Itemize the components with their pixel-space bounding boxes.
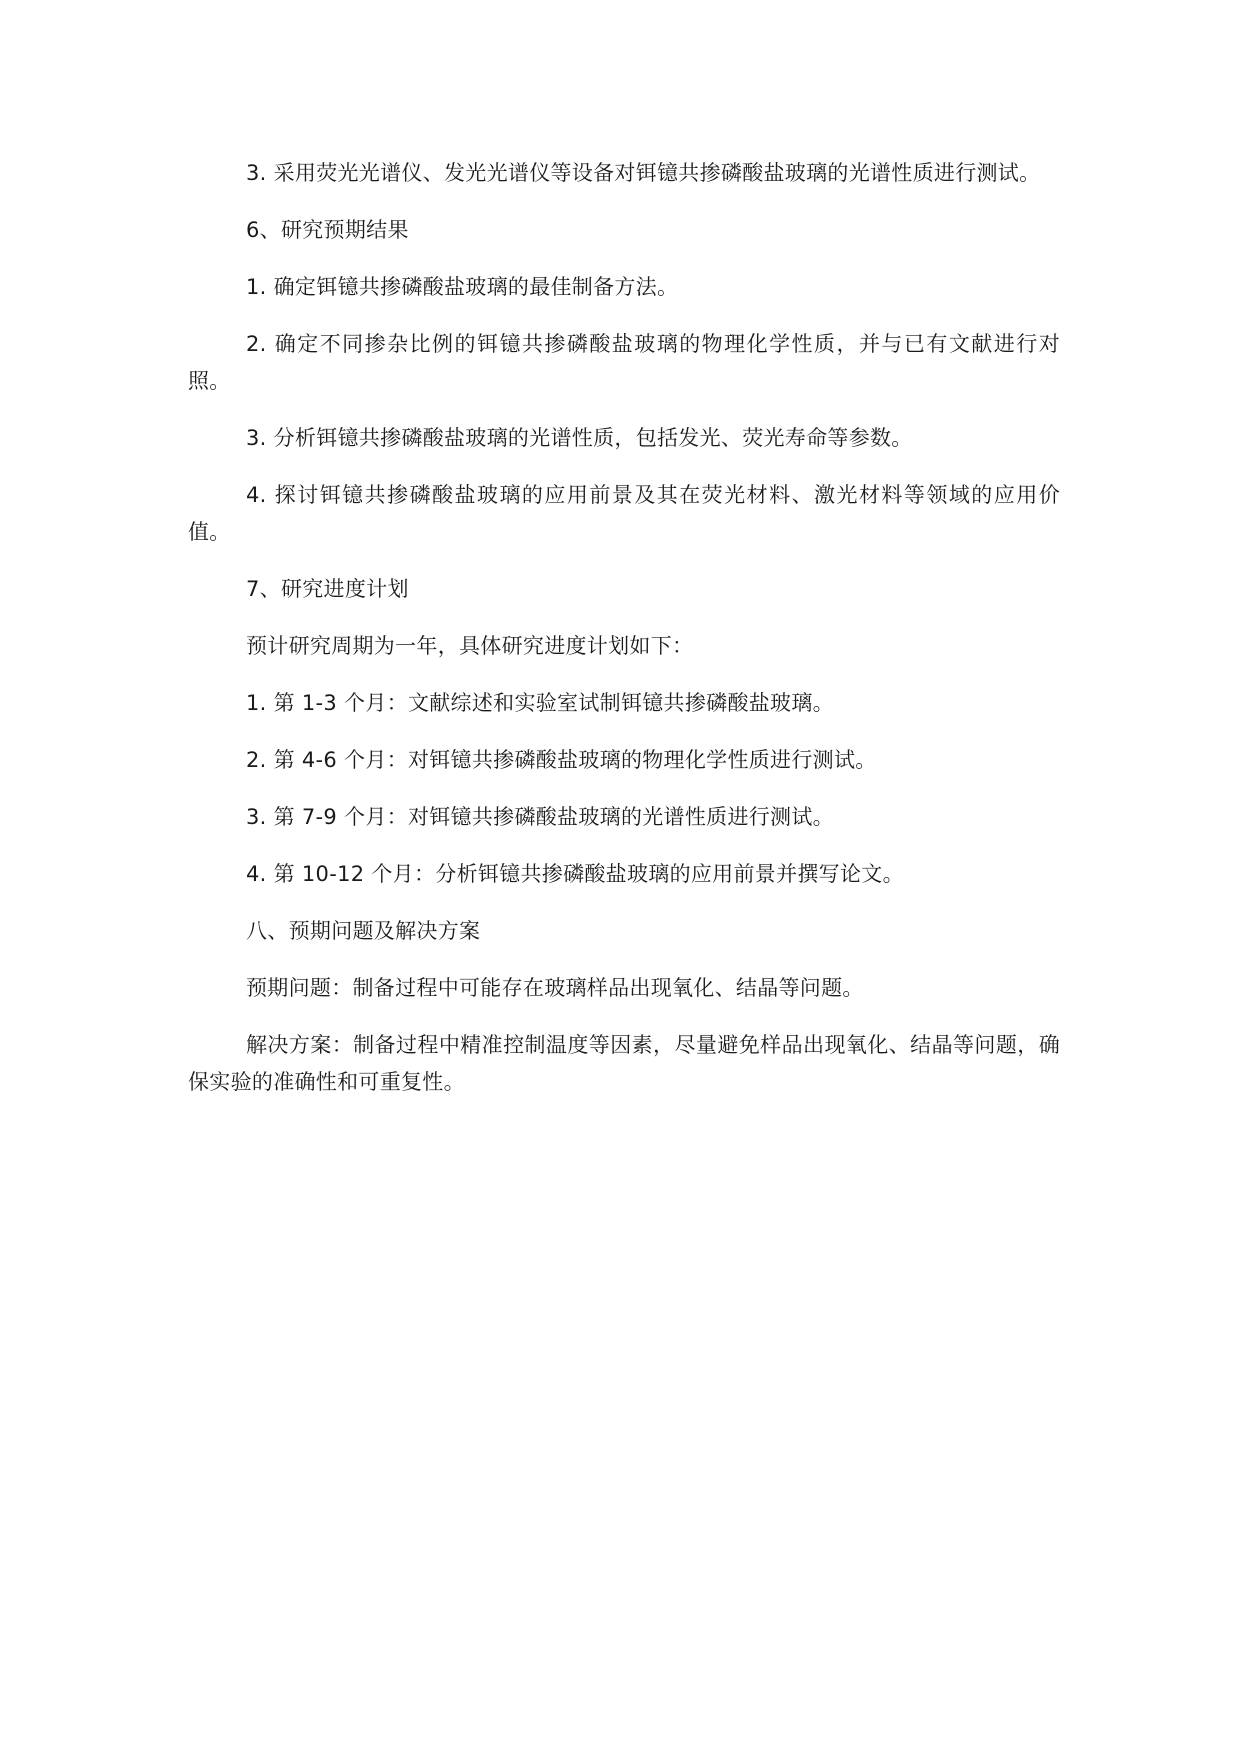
paragraph-schedule-1: 1. 第 1-3 个月：文献综述和实验室试制铒镱共掺磷酸盐玻璃。 [246,691,834,715]
paragraph-schedule-3: 3. 第 7-9 个月：对铒镱共掺磷酸盐玻璃的光谱性质进行测试。 [246,805,834,829]
paragraph-solution: 解决方案：制备过程中精准控制温度等因素，尽量避免样品出现氧化、结晶等问题，确保实验的准确性和可重复性。 [188,1033,1060,1094]
paragraph-result-3: 3. 分析铒镱共掺磷酸盐玻璃的光谱性质，包括发光、荧光寿命等参数。 [246,426,913,450]
paragraph-result-2: 2. 确定不同掺杂比例的铒镱共掺磷酸盐玻璃的物理化学性质，并与已有文献进行对照。 [188,332,1060,393]
paragraph-expected-problem: 预期问题：制备过程中可能存在玻璃样品出现氧化、结晶等问题。 [246,976,864,1000]
paragraph-result-4: 4. 探讨铒镱共掺磷酸盐玻璃的应用前景及其在荧光材料、激光材料等领域的应用价值。 [188,483,1060,544]
paragraph-method-3: 3. 采用荧光光谱仪、发光光谱仪等设备对铒镱共掺磷酸盐玻璃的光谱性质进行测试。 [246,161,1041,185]
paragraph-schedule-4: 4. 第 10-12 个月：分析铒镱共掺磷酸盐玻璃的应用前景并撰写论文。 [246,862,904,886]
paragraph-result-1: 1. 确定铒镱共掺磷酸盐玻璃的最佳制备方法。 [246,275,679,299]
heading-schedule: 7、研究进度计划 [246,577,409,601]
heading-problems-solutions: 八、预期问题及解决方案 [246,919,481,943]
paragraph-schedule-intro: 预计研究周期为一年，具体研究进度计划如下： [246,634,694,658]
paragraph-schedule-2: 2. 第 4-6 个月：对铒镱共掺磷酸盐玻璃的物理化学性质进行测试。 [246,748,877,772]
heading-expected-results: 6、研究预期结果 [246,218,409,242]
document-body [188,155,1060,1121]
